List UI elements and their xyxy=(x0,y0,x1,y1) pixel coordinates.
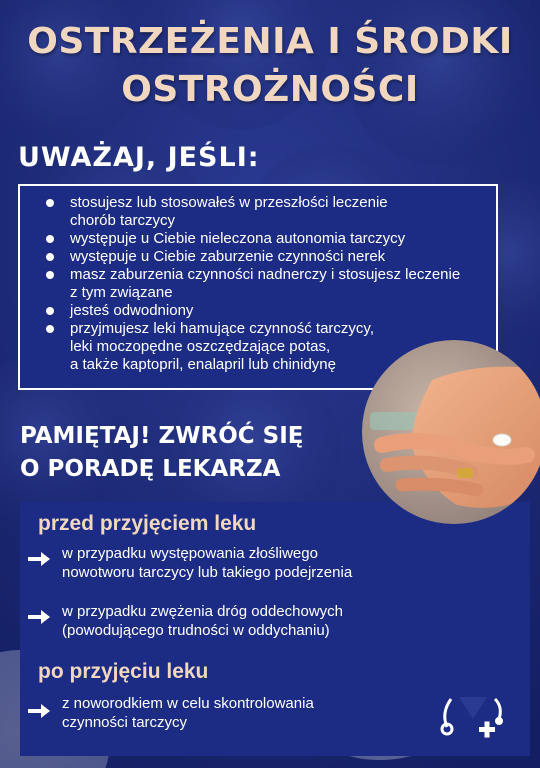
hand-with-pill-photo xyxy=(362,340,540,524)
warning-item xyxy=(46,194,484,230)
after-item-line: czynności tarczycy xyxy=(62,714,188,731)
right-arrow-icon xyxy=(28,704,50,718)
page-title-line-1: OSTRZEŻENIA I ŚRODKI xyxy=(27,21,513,62)
right-arrow-icon xyxy=(28,552,50,566)
warning-item-line: stosujesz lub stosowałeś w przeszłości leczenie xyxy=(70,194,388,211)
warning-item-line: występuje u Ciebie nieleczona autonomia tarczycy xyxy=(70,230,406,247)
remember-heading xyxy=(20,420,304,486)
bullet-dot-icon xyxy=(46,325,54,333)
remember-heading-line-2: O PORADĘ LEKARZA xyxy=(20,456,281,482)
doctor-icon xyxy=(425,635,521,747)
warning-item-line: z tym związane xyxy=(70,284,173,301)
warning-item-line: przyjmujesz leki hamujące czynność tarczycy, xyxy=(70,320,374,337)
bullet-dot-icon xyxy=(46,235,54,243)
page-title-line-2: OSTROŻNOŚCI xyxy=(121,69,419,110)
before-item-line: (powodującego trudności w oddychaniu) xyxy=(62,622,330,639)
after-item-line: z noworodkiem w celu skontrolowania xyxy=(62,695,314,712)
warning-heading: UWAŻAJ, JEŚLI: xyxy=(18,142,260,173)
bullet-dot-icon xyxy=(46,253,54,261)
before-item xyxy=(62,544,352,582)
after-item xyxy=(62,694,314,732)
before-item xyxy=(62,602,343,640)
bullet-dot-icon xyxy=(46,307,54,315)
warning-item-line: leki moczopędne oszczędzające potas, xyxy=(70,338,331,355)
warning-item xyxy=(46,248,484,266)
page-title xyxy=(0,18,540,114)
bullet-dot-icon xyxy=(46,199,54,207)
before-item-line: w przypadku zwężenia dróg oddechowych xyxy=(62,603,343,620)
before-heading: przed przyjęciem leku xyxy=(38,512,257,535)
remember-heading-line-1: PAMIĘTAJ! ZWRÓĆ SIĘ xyxy=(20,423,304,449)
before-item-line: nowotworu tarczycy lub takiego podejrzenia xyxy=(62,564,353,581)
warning-item-line: jesteś odwodniony xyxy=(70,302,194,319)
warning-item-line: występuje u Ciebie zaburzenie czynności nerek xyxy=(70,248,386,265)
after-heading: po przyjęciu leku xyxy=(38,660,209,683)
bullet-dot-icon xyxy=(46,271,54,279)
warning-item-line: a także kaptopril, enalapril lub chinidynę xyxy=(70,356,336,373)
before-item-line: w przypadku występowania złośliwego xyxy=(62,545,318,562)
warning-item-line: chorób tarczycy xyxy=(70,212,176,229)
warning-item xyxy=(46,266,484,302)
warning-item xyxy=(46,230,484,248)
warning-item-line: masz zaburzenia czynności nadnerczy i stosujesz leczenie xyxy=(70,266,461,283)
warning-item xyxy=(46,302,484,320)
right-arrow-icon xyxy=(28,610,50,624)
